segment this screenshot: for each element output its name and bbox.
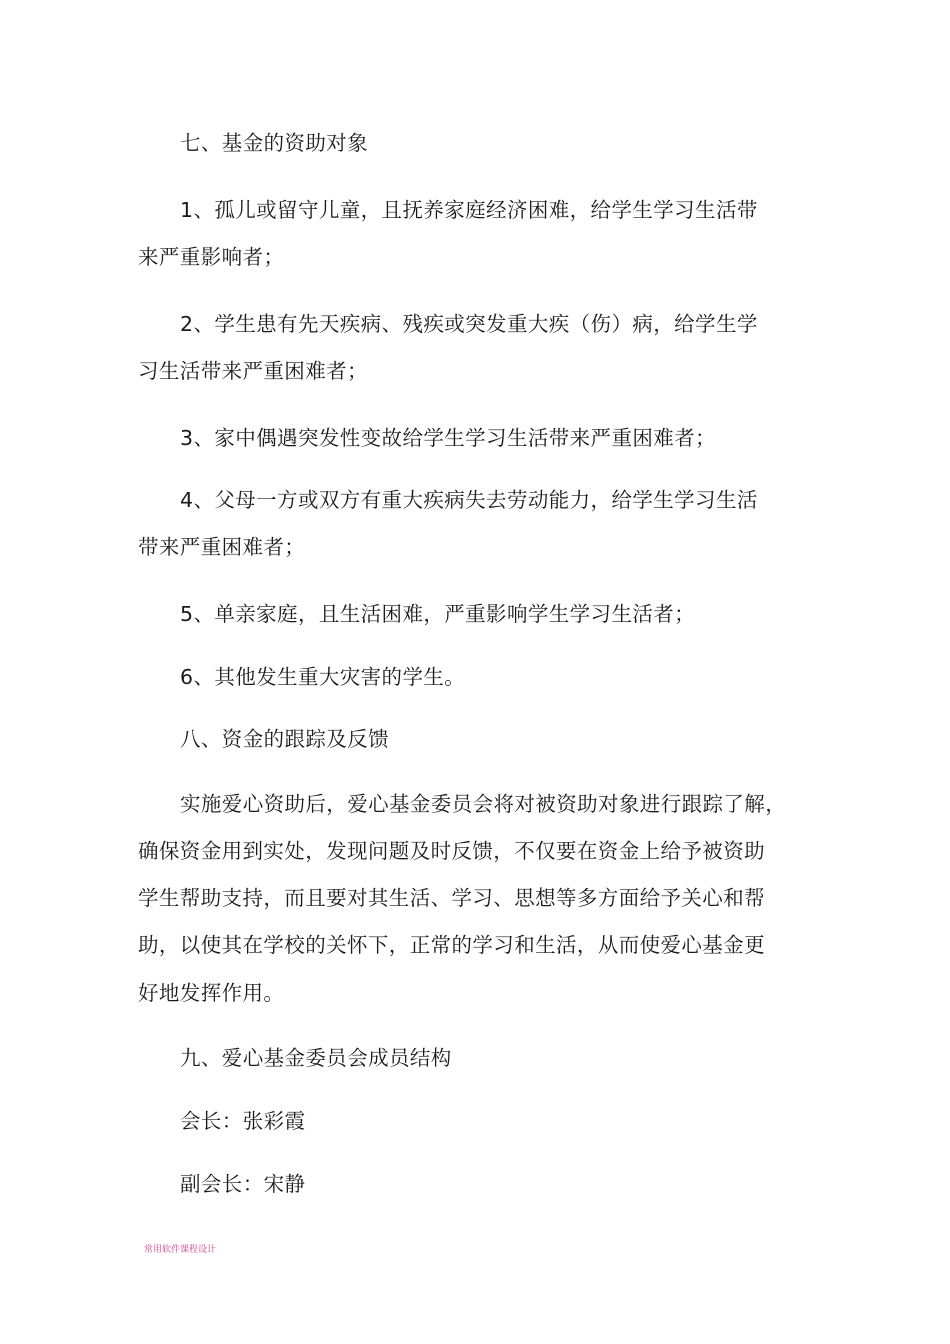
- paragraph-line: 2、学生患有先天疾病、残疾或突发重大疾（伤）病，给学生学: [180, 312, 758, 336]
- paragraph-line: 4、父母一方或双方有重大疾病失去劳动能力，给学生学习生活: [180, 488, 758, 512]
- paragraph-line: 6、其他发生重大灾害的学生。: [180, 665, 466, 689]
- paragraph-line: 3、家中偶遇突发性变故给学生学习生活带来严重困难者；: [180, 426, 716, 450]
- paragraph-line: 学生帮助支持，而且要对其生活、学习、思想等多方面给予关心和帮: [138, 886, 765, 910]
- paragraph-line: 带来严重困难者；: [138, 535, 306, 559]
- page-footer: 常用软件课程设计: [144, 1245, 217, 1255]
- paragraph-line: 5、单亲家庭，且生活困难，严重影响学生学习生活者；: [180, 602, 696, 626]
- section-heading-7: 七、基金的资助对象: [180, 131, 369, 155]
- member-vice-chair: 副会长：宋静: [180, 1172, 306, 1196]
- paragraph-line: 1、孤儿或留守儿童，且抚养家庭经济困难，给学生学习生活带: [180, 198, 758, 222]
- paragraph-line: 确保资金用到实处，发现问题及时反馈，不仅要在资金上给予被资助: [138, 839, 765, 863]
- paragraph-line: 助，以使其在学校的关怀下，正常的学习和生活，从而使爱心基金更: [138, 933, 765, 957]
- section-heading-9: 九、爱心基金委员会成员结构: [180, 1046, 452, 1070]
- paragraph-line: 来严重影响者；: [138, 245, 285, 269]
- paragraph-line: 好地发挥作用。: [138, 981, 285, 1005]
- paragraph-line: 实施爱心资助后，爱心基金委员会将对被资助对象进行跟踪了解，: [180, 792, 787, 816]
- section-heading-8: 八、资金的跟踪及反馈: [180, 727, 389, 751]
- paragraph-line: 习生活带来严重困难者；: [138, 359, 368, 383]
- member-chair: 会长：张彩霞: [180, 1109, 306, 1133]
